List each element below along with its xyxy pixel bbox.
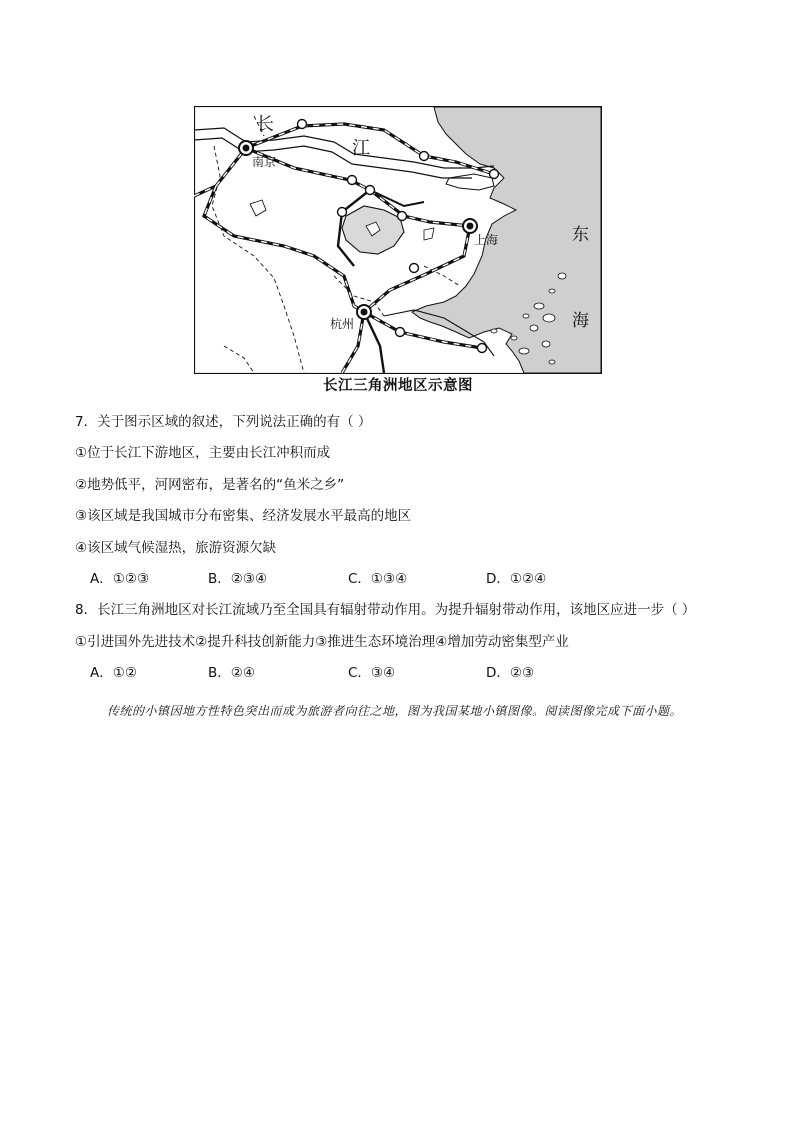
q7-option-a[interactable]: A．①②③ [90,571,150,587]
q7-statement-2: ②地势低平，河网密布，是著名的“鱼米之乡” [75,477,345,493]
label-hai: 海 [572,311,589,331]
label-dong: 东 [572,225,589,245]
q7-statement-3: ③该区域是我国城市分布密集、经济发展水平最高的地区 [75,508,412,524]
q7-stem: 7．关于图示区域的叙述，下列说法正确的有（ ） [75,414,372,430]
q7-option-d[interactable]: D．①②④ [486,571,547,587]
label-shanghai: 上海 [474,233,499,247]
map-caption: 长江三角洲地区示意图 [323,378,473,394]
q8-option-d[interactable]: D．②③ [486,665,535,681]
map-figure [194,106,602,374]
q7-option-b[interactable]: B．②③④ [208,571,268,587]
q8-option-a[interactable]: A．①② [90,665,137,681]
q8-stem: 8．长江三角洲地区对长江流域乃至全国具有辐射带动作用。为提升辐射带动作用，该地区应进一步（ ） [75,602,696,618]
material-paragraph: 传统的小镇因地方性特色突出而成为旅游者向往之地，图为我国某地小镇图像。阅读图像完成下面小题。 [107,704,683,718]
q7-statement-4: ④该区域气候湿热，旅游资源欠缺 [75,540,277,556]
label-nanjing: 南京 [252,155,277,169]
q8-option-b[interactable]: B．②④ [208,665,255,681]
q7-option-c[interactable]: C．①③④ [348,571,408,587]
label-hangzhou: 杭州 [330,317,355,331]
q7-statement-1: ①位于长江下游地区，主要由长江冲积而成 [75,445,331,461]
q8-statement: ①引进国外先进技术②提升科技创新能力③推进生态环境治理④增加劳动密集型产业 [75,634,569,650]
label-chang: 长 [256,114,274,135]
label-jiang: 江 [352,138,370,159]
q8-option-c[interactable]: C．③④ [348,665,396,681]
yangtze-delta-map [194,106,602,374]
